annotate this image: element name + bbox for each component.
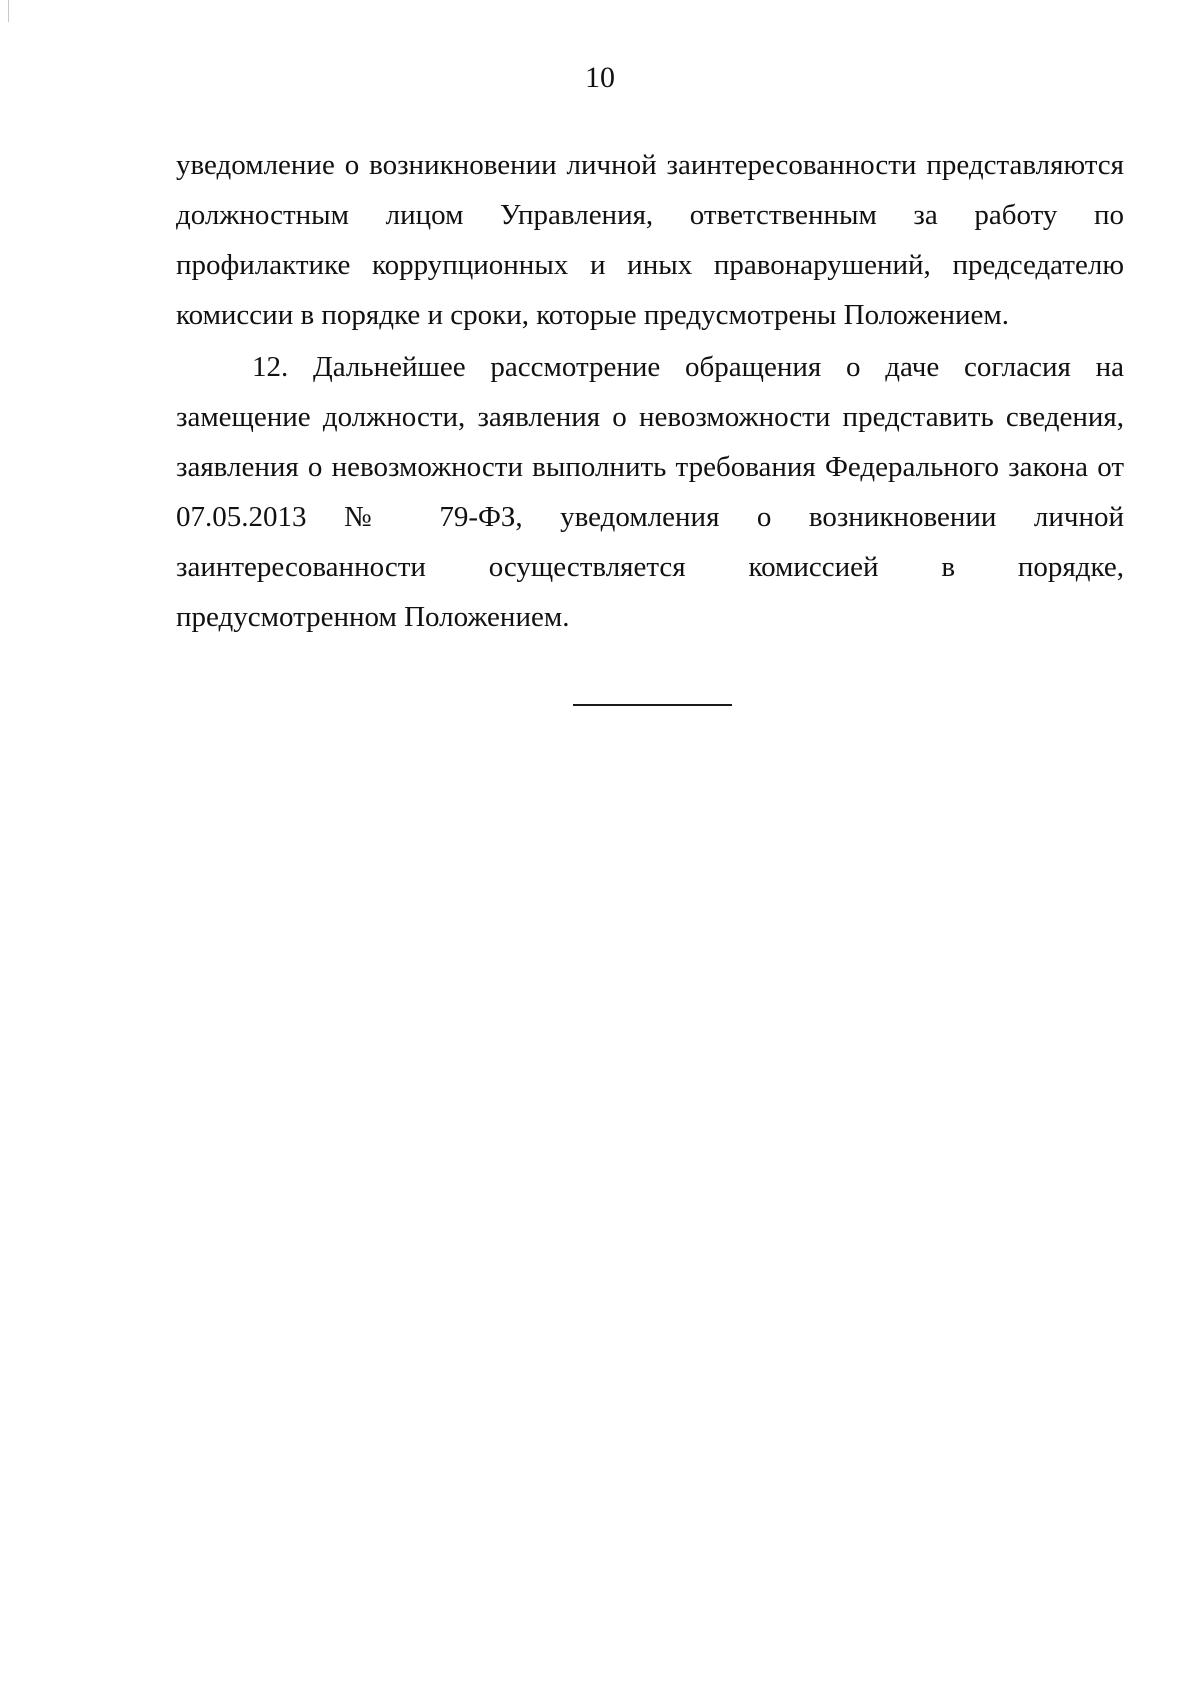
page-number: 10 (585, 61, 615, 94)
scan-edge-mark (8, 0, 9, 22)
body-paragraph-continuation: уведомление о возникновении личной заинтересованности представляются должностным лицом Управления, ответственным за работу по профилактике коррупционных и иных правонарушений, председателю комиссии в порядке и сроки, которые предусмотрены Положением. (176, 149, 1124, 331)
body-paragraph-12: 12. Дальнейшее рассмотрение обращения о даче согласия на замещение должности, заявления о невозможности представить сведения, заявления о невозможности выполнить требования Федерального закона от 07.05.2013 № 79-ФЗ, уведомления о возникновении личной заинтересованности осуществляется комиссией в порядке, предусмотренном Положением. (176, 351, 1124, 633)
closing-divider (573, 704, 732, 706)
